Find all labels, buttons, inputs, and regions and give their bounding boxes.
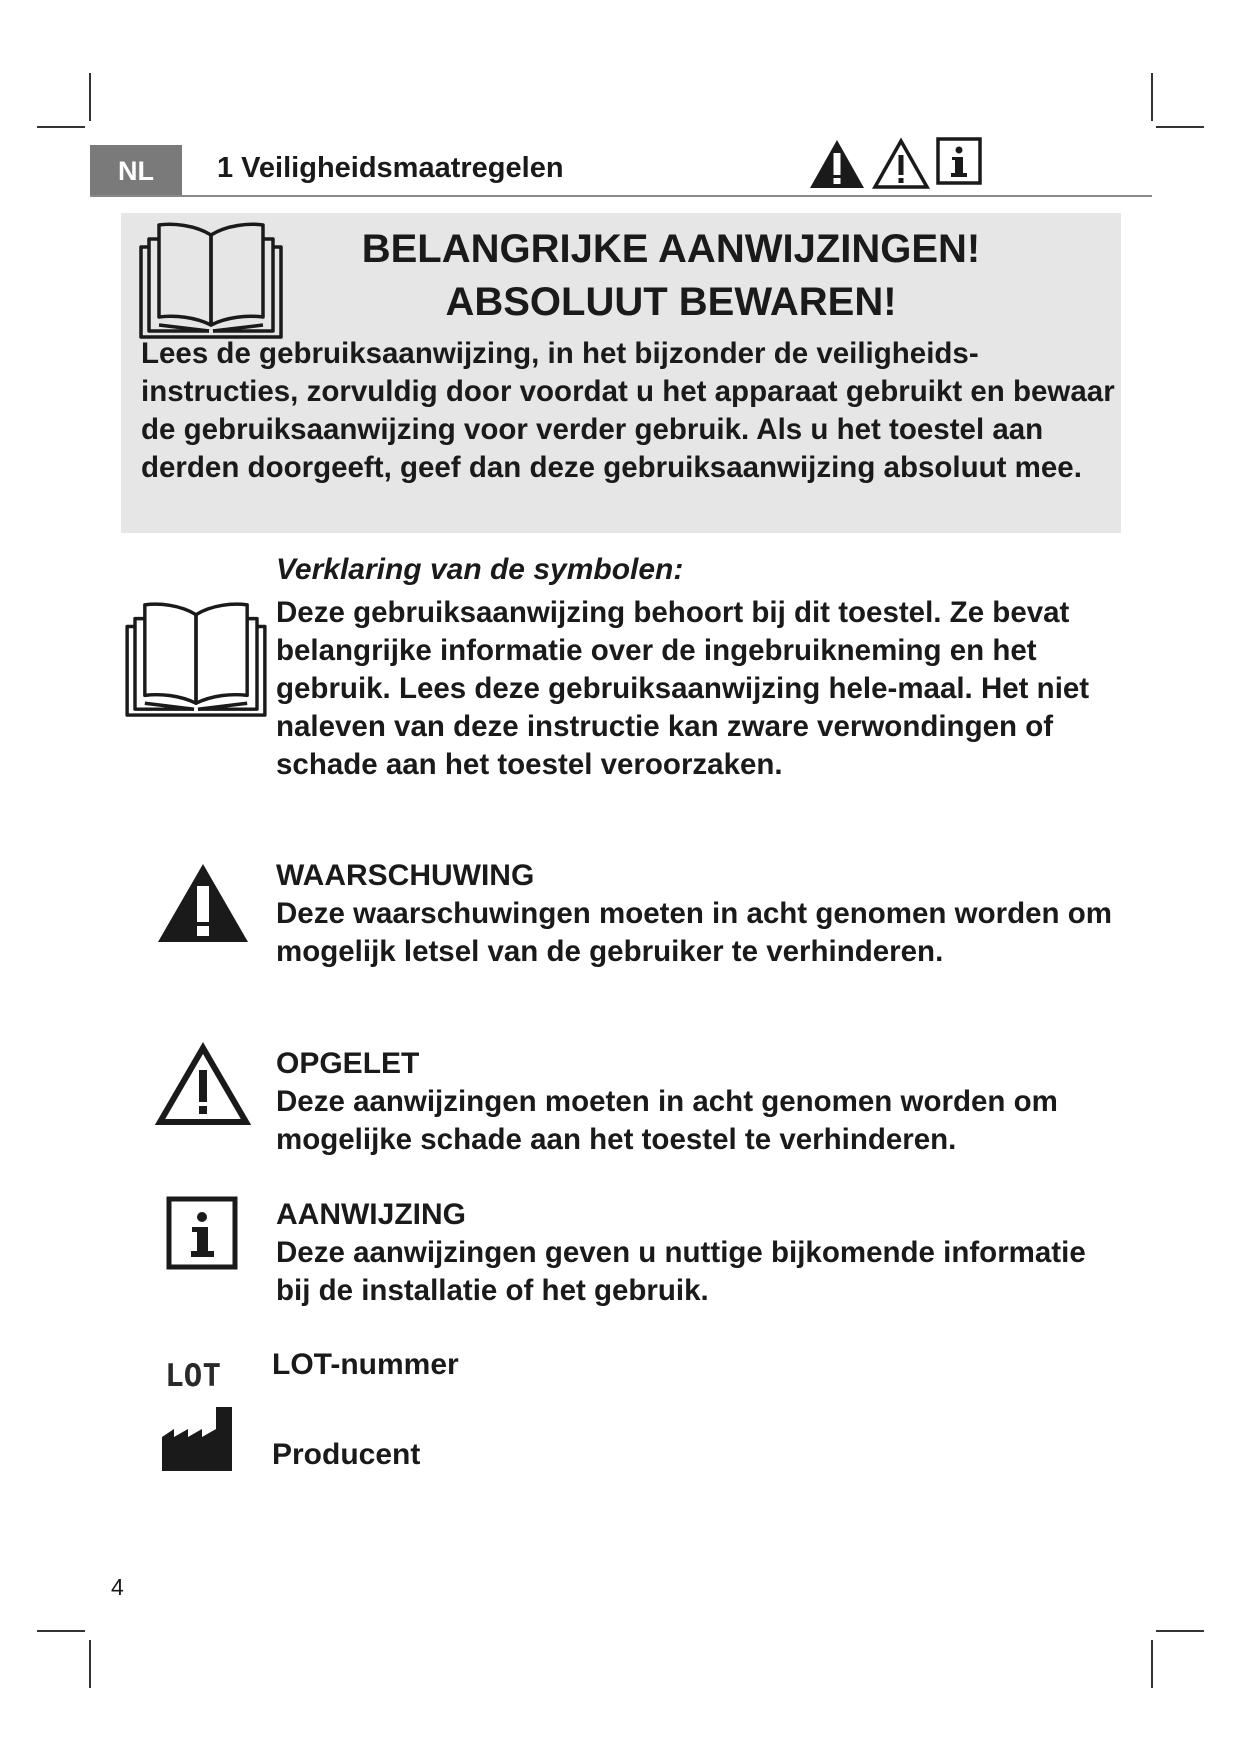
crop-mark xyxy=(37,1630,85,1632)
symbol-label-caution: OPGELET xyxy=(276,1047,420,1080)
header-rule xyxy=(90,195,1152,197)
notice-heading-line1: BELANGRIJKE AANWIJZINGEN! xyxy=(361,227,981,271)
symbol-text-note: Deze aanwijzingen geven u nuttige bijkomende informatie bij de installatie of het gebruik. xyxy=(276,1236,1086,1307)
lot-icon: LOT xyxy=(165,1358,221,1394)
section-title: 1 Veiligheidsmaatregelen xyxy=(217,152,564,184)
notice-body: Lees de gebruiksaanwijzing, in het bijzonder de veiligheids-instructies, zorvuldig door voordat u het apparaat gebruikt en bewaar de gebruiksaanwijzing voor verder gebruik. Als u het toestel aan derden doorgeeft, geef dan deze gebruiksaanwijzing absoluut mee. xyxy=(141,337,1115,484)
crop-mark xyxy=(1156,1630,1204,1632)
symbol-label-warning: WAARSCHUWING xyxy=(276,859,535,892)
header-icons xyxy=(808,137,982,191)
symbol-text-caution: Deze aanwijzingen moeten in acht genomen worden om mogelijke schade aan het toestel te verhinderen. xyxy=(276,1085,1058,1156)
info-icon xyxy=(936,137,982,185)
notice-heading xyxy=(291,223,1051,329)
warning-outline-icon xyxy=(872,137,930,191)
crop-mark xyxy=(37,126,85,128)
warning-outline-icon xyxy=(155,1042,251,1128)
language-badge: NL xyxy=(90,145,182,197)
warning-filled-icon xyxy=(155,860,251,946)
symbol-label-note: AANWIJZING xyxy=(276,1198,466,1231)
symbol-text-warning: Deze waarschuwingen moeten in acht genomen worden om mogelijk letsel van de gebruiker te verhinderen. xyxy=(276,897,1112,968)
crop-mark xyxy=(1151,73,1153,121)
page-number: 4 xyxy=(111,1574,124,1600)
crop-mark xyxy=(89,1640,91,1688)
symbol-label-lot: LOT-nummer xyxy=(272,1348,459,1381)
symbol-label-manufacturer: Producent xyxy=(272,1438,421,1471)
crop-mark xyxy=(1151,1640,1153,1688)
manual-description: Deze gebruiksaanwijzing behoort bij dit toestel. Ze bevat belangrijke informatie over de ingebruikneming en het gebruik. Lees deze gebruiksaanwijzing hele-maal. Het niet naleven van deze instructie kan zware verwondingen of schade aan het toestel veroorzaken. xyxy=(276,596,1090,781)
manufacturer-icon xyxy=(162,1407,232,1471)
info-icon xyxy=(166,1196,238,1270)
warning-filled-icon xyxy=(808,137,866,191)
legend-title: Verklaring van de symbolen: xyxy=(276,553,684,586)
crop-mark xyxy=(1156,126,1204,128)
notice-heading-line2: ABSOLUUT BEWAREN! xyxy=(445,280,897,324)
crop-mark xyxy=(89,73,91,121)
open-book-icon xyxy=(123,597,269,719)
open-book-icon xyxy=(137,217,285,341)
important-notice xyxy=(121,213,1121,533)
